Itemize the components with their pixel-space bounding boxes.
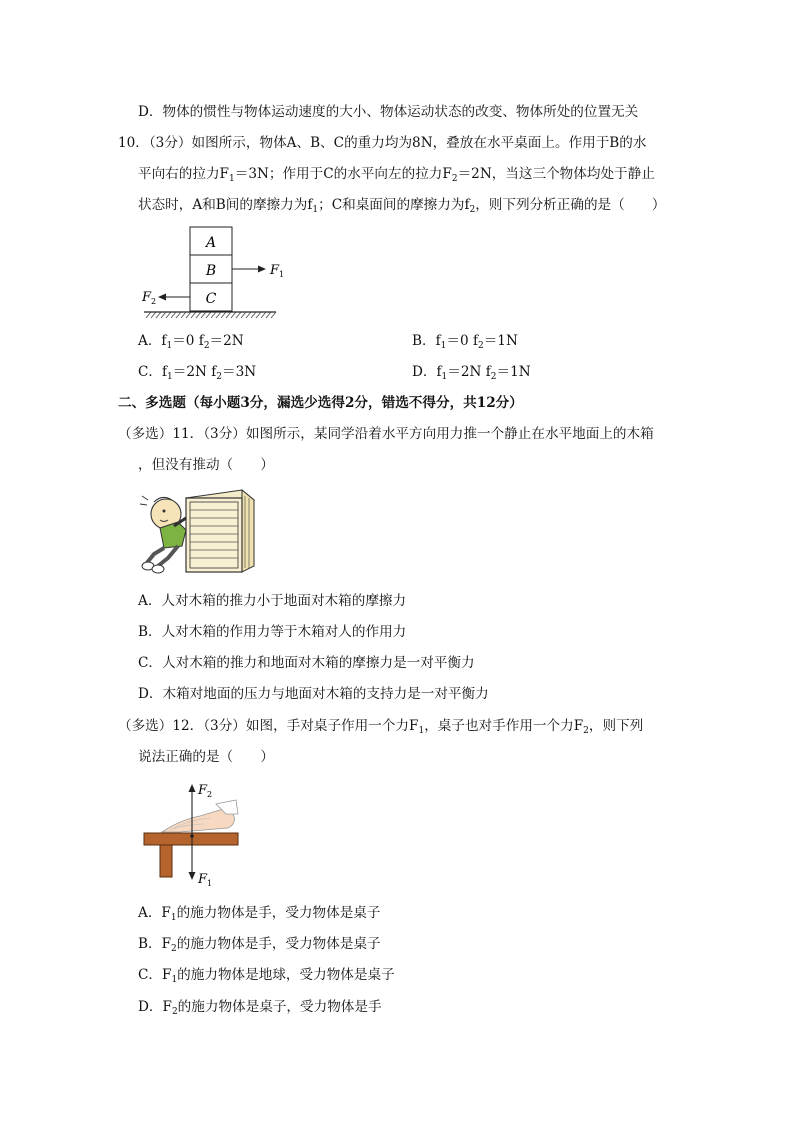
q10-option-a: A．$f_1=0$ $f_2=2N$: [138, 333, 244, 351]
f1-arrowhead: [258, 266, 266, 273]
q9-option-d: D．物体的惯性与物体运动速度的大小、物体运动状态的改变、物体所处的位置无关: [138, 104, 639, 120]
q12-option-d: D．$F_2$的施力物体是桌子，受力物体是手: [138, 999, 382, 1017]
f1-label: $F_1$: [270, 263, 285, 279]
q12-figure-hand-table: [140, 780, 250, 890]
hand: [162, 810, 234, 832]
q12-stem-line2: 说法正确的是（ ）: [138, 749, 274, 765]
crate-front: [186, 498, 242, 572]
q10-option-b: B．$f_1=0$ $f_2=1N$: [412, 333, 518, 351]
q12-option-b: B．$F_2$的施力物体是手，受力物体是桌子: [138, 936, 381, 954]
f2-label: $F_2$: [142, 290, 157, 306]
f2-arrowhead: [158, 294, 166, 301]
q12-option-c: C．$F_1$的施力物体是地球，受力物体是桌子: [138, 967, 395, 985]
block-a-label: A: [205, 235, 217, 251]
q10-figure-blocks: [140, 226, 290, 326]
q10-stem-line2: 平向右的拉力$F_1=3N$；作用于C的水平向左的拉力$F_2=2N$，当这三个物体均处于静止: [138, 166, 655, 184]
crate-side: [242, 490, 254, 572]
q11-figure-push-crate: [138, 488, 258, 576]
f2-arrowhead: [189, 784, 196, 792]
q10-stem-line1: 10．（3分）如图所示，物体A、B、C的重力均为8N，叠放在水平桌面上。作用于B的水: [118, 135, 647, 151]
block-c-label: C: [205, 291, 217, 307]
ground-hatch: [146, 312, 276, 318]
q11-stem-line1: （多选）11．（3分）如图所示，某同学沿着水平方向用力推一个静止在水平地面上的木箱: [118, 426, 654, 442]
q12-option-a: A．$F_1$的施力物体是手，受力物体是桌子: [138, 905, 381, 923]
q10-option-d: D．$f_1=2N$ $f_2=1N$: [412, 364, 531, 382]
q10-stem-line3: 状态时，A和B间的摩擦力为$f_1$；C和桌面间的摩擦力为$f_2$，则下列分析正确的是（ ）: [138, 197, 666, 215]
q11-option-b: B．人对木箱的作用力等于木箱对人的作用力: [138, 624, 407, 640]
section-2-heading: 二、多选题（每小题3分，漏选少选得2分，错选不得分，共12分）: [118, 395, 523, 411]
table-leg: [160, 845, 172, 877]
q11-option-d: D．木箱对地面的压力与地面对木箱的支持力是一对平衡力: [138, 686, 489, 702]
q10-option-c: C．$f_1=2N$ $f_2=3N$: [138, 364, 257, 382]
q12-stem-line1: （多选）12．（3分）如图，手对桌子作用一个力$F_1$，桌子也对手作用一个力$F_2$，则下列: [118, 718, 644, 736]
q11-option-a: A．人对木箱的推力小于地面对木箱的摩擦力: [138, 593, 407, 609]
f1-label: $F_1$: [198, 872, 213, 888]
q11-option-c: C．人对木箱的推力和地面对木箱的摩擦力是一对平衡力: [138, 655, 475, 671]
f1-arrowhead: [189, 872, 196, 880]
block-b-label: B: [205, 263, 217, 279]
q11-stem-line2: ，但没有推动（ ）: [138, 457, 274, 473]
f2-label: $F_2$: [198, 783, 213, 799]
